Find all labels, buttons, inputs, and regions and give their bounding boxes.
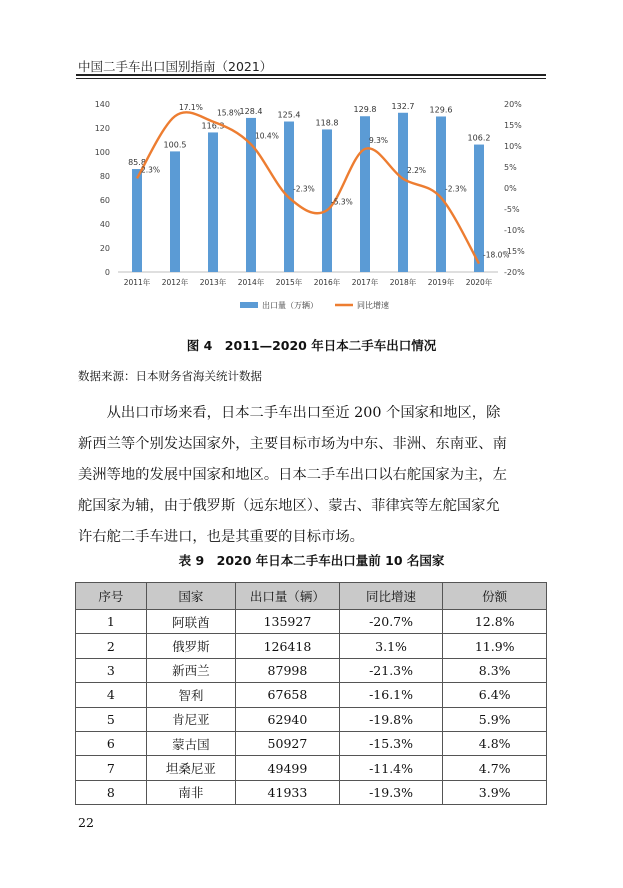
paragraph-line: 许右舵二手车进口，也是其重要的目标市场。 bbox=[78, 529, 364, 545]
table-cell: 5 bbox=[76, 707, 147, 731]
x-tick-label: 2014年 bbox=[237, 278, 265, 287]
header-cell: 同比增速 bbox=[339, 583, 443, 610]
x-tick-label: 2011年 bbox=[123, 278, 151, 287]
y-tick-label-left: 40 bbox=[99, 220, 110, 229]
table-cell: 新西兰 bbox=[146, 658, 235, 682]
table-cell: 3.9% bbox=[443, 780, 547, 804]
bar-value-label: 85.8 bbox=[128, 158, 146, 168]
table-row bbox=[76, 683, 547, 707]
table-cell: 4.7% bbox=[443, 756, 547, 780]
bar-value-label: 132.7 bbox=[391, 101, 415, 111]
table-cell: 62940 bbox=[236, 707, 340, 731]
table-cell: 41933 bbox=[236, 780, 340, 804]
growth-point-label: 10.4% bbox=[255, 131, 279, 141]
x-tick-label: 2019年 bbox=[427, 278, 455, 287]
table-row bbox=[76, 756, 547, 780]
bar bbox=[208, 132, 218, 272]
bar-value-label: 128.4 bbox=[239, 106, 263, 116]
page-number: 22 bbox=[78, 815, 94, 830]
table-caption: 表 9 2020 年日本二手车出口量前 10 名国家 bbox=[178, 553, 445, 568]
table-row bbox=[76, 634, 547, 658]
x-tick-label: 2017年 bbox=[351, 278, 379, 287]
table-cell: 4.8% bbox=[443, 731, 547, 755]
table-cell: -21.3% bbox=[339, 658, 443, 682]
table-row bbox=[76, 658, 547, 682]
table-cell: 126418 bbox=[236, 634, 340, 658]
table-cell: 67658 bbox=[236, 683, 340, 707]
table-cell: 俄罗斯 bbox=[146, 634, 235, 658]
legend-bar-swatch bbox=[240, 302, 258, 308]
legend-bar-label: 出口量（万辆） bbox=[262, 301, 318, 310]
table-cell: -19.8% bbox=[339, 707, 443, 731]
running-header: 中国二手车出口国别指南（2021） bbox=[78, 59, 273, 74]
x-tick-label: 2016年 bbox=[313, 278, 341, 287]
export-chart bbox=[80, 90, 550, 320]
table-cell: 南非 bbox=[146, 780, 235, 804]
table-cell: 蒙古国 bbox=[146, 731, 235, 755]
table-cell: -15.3% bbox=[339, 731, 443, 755]
growth-point-label: -18.0% bbox=[483, 250, 510, 260]
header-rule bbox=[76, 74, 546, 76]
y-tick-label-right: 0% bbox=[504, 184, 517, 193]
y-tick-label-right: 20% bbox=[504, 100, 522, 109]
y-tick-label-left: 80 bbox=[99, 172, 110, 181]
bar bbox=[170, 151, 180, 272]
growth-point-label: 15.8% bbox=[217, 108, 241, 118]
header-rule-thin bbox=[76, 78, 546, 79]
legend-line-label: 同比增速 bbox=[357, 301, 389, 310]
table-header-row bbox=[76, 583, 547, 610]
table-cell: 7 bbox=[76, 756, 147, 780]
table-cell: 49499 bbox=[236, 756, 340, 780]
bar bbox=[132, 169, 142, 272]
x-tick-label: 2013年 bbox=[199, 278, 227, 287]
bar-value-label: 125.4 bbox=[277, 110, 301, 120]
table-cell: 8 bbox=[76, 780, 147, 804]
figure-caption: 图 4 2011—2020 年日本二手车出口情况 bbox=[186, 338, 437, 353]
paragraph-line: 从出口市场来看，日本二手车出口至近 200 个国家和地区，除 bbox=[78, 405, 501, 421]
table-cell: 3.1% bbox=[339, 634, 443, 658]
table-cell: 8.3% bbox=[443, 658, 547, 682]
y-tick-label-right: -15% bbox=[504, 247, 525, 256]
bar-value-label: 100.5 bbox=[163, 140, 187, 150]
table-cell: 135927 bbox=[236, 610, 340, 634]
paragraph-line: 新西兰等个别发达国家外，主要目标市场为中东、非洲、东南亚、南 bbox=[78, 436, 507, 452]
y-tick-label-right: 5% bbox=[504, 163, 517, 172]
paragraph-line: 舵国家为辅，由于俄罗斯（远东地区）、蒙古、菲律宾等左舵国家允 bbox=[78, 498, 500, 514]
y-tick-label-left: 60 bbox=[99, 196, 110, 205]
y-tick-label-right: 15% bbox=[504, 121, 522, 130]
growth-point-label: -5.3% bbox=[331, 197, 353, 207]
table-row bbox=[76, 780, 547, 804]
bar-value-label: 118.8 bbox=[315, 118, 339, 128]
bar-value-label: 116.3 bbox=[201, 121, 225, 131]
bar-value-label: 129.8 bbox=[353, 105, 377, 115]
table-row bbox=[76, 610, 547, 634]
y-tick-label-left: 100 bbox=[94, 148, 110, 157]
bar bbox=[398, 113, 408, 272]
table-cell: 6 bbox=[76, 731, 147, 755]
table-cell: 3 bbox=[76, 658, 147, 682]
x-tick-label: 2015年 bbox=[275, 278, 303, 287]
table-cell: 11.9% bbox=[443, 634, 547, 658]
table-cell: 1 bbox=[76, 610, 147, 634]
table-cell: 智利 bbox=[146, 683, 235, 707]
table-cell: 坦桑尼亚 bbox=[146, 756, 235, 780]
table-cell: 肯尼亚 bbox=[146, 707, 235, 731]
header-cell: 序号 bbox=[76, 583, 147, 610]
y-tick-label-right: -10% bbox=[504, 226, 525, 235]
bar-value-label: 129.6 bbox=[429, 105, 453, 115]
x-tick-label: 2012年 bbox=[161, 278, 189, 287]
table-cell: 6.4% bbox=[443, 683, 547, 707]
y-tick-label-left: 20 bbox=[99, 244, 110, 253]
table-cell: -19.3% bbox=[339, 780, 443, 804]
growth-point-label: -2.3% bbox=[293, 184, 315, 194]
bar-value-label: 106.2 bbox=[467, 133, 491, 143]
table-row bbox=[76, 707, 547, 731]
header-cell: 份额 bbox=[443, 583, 547, 610]
header-cell: 出口量（辆） bbox=[236, 583, 340, 610]
header-cell: 国家 bbox=[146, 583, 235, 610]
table-cell: -11.4% bbox=[339, 756, 443, 780]
y-tick-label-left: 120 bbox=[94, 124, 110, 133]
table-cell: 12.8% bbox=[443, 610, 547, 634]
table-cell: 4 bbox=[76, 683, 147, 707]
table-cell: -20.7% bbox=[339, 610, 443, 634]
growth-point-label: 9.3% bbox=[369, 135, 389, 145]
data-source: 数据来源：日本财务省海关统计数据 bbox=[78, 369, 262, 383]
x-tick-label: 2020年 bbox=[465, 278, 493, 287]
y-tick-label-right: 10% bbox=[504, 142, 522, 151]
export-table bbox=[75, 582, 547, 805]
table-row bbox=[76, 731, 547, 755]
table-cell: 5.9% bbox=[443, 707, 547, 731]
y-tick-label-right: -5% bbox=[504, 205, 520, 214]
table-cell: 阿联酋 bbox=[146, 610, 235, 634]
table-cell: -16.1% bbox=[339, 683, 443, 707]
y-tick-label-left: 0 bbox=[104, 268, 110, 277]
table-cell: 2 bbox=[76, 634, 147, 658]
y-tick-label-right: -20% bbox=[504, 268, 525, 277]
table-cell: 50927 bbox=[236, 731, 340, 755]
growth-point-label: 2.3% bbox=[141, 165, 161, 175]
growth-point-label: 2.2% bbox=[407, 165, 427, 175]
y-tick-label-left: 140 bbox=[94, 100, 110, 109]
growth-point-label: -2.3% bbox=[445, 184, 467, 194]
body-paragraph bbox=[78, 398, 548, 553]
x-tick-label: 2018年 bbox=[389, 278, 417, 287]
paragraph-line: 美洲等地的发展中国家和地区。日本二手车出口以右舵国家为主，左 bbox=[78, 467, 507, 483]
growth-point-label: 17.1% bbox=[179, 103, 203, 113]
table-cell: 87998 bbox=[236, 658, 340, 682]
